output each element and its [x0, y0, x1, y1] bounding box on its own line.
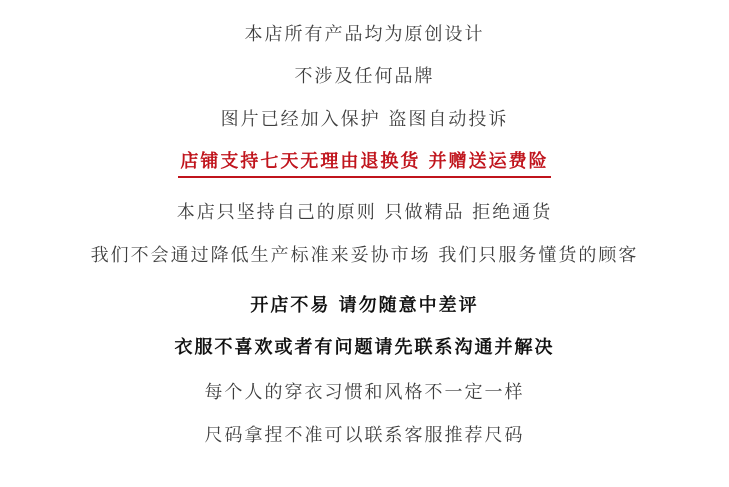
notice-line-no-negative-review: 开店不易 请勿随意中差评 — [250, 295, 479, 316]
notice-line-quality-principle: 本店只坚持自己的原则 只做精品 拒绝通货 — [176, 202, 553, 223]
return-policy-underline — [178, 176, 550, 178]
return-policy-text: 店铺支持七天无理由退换货 并赠送运费险 — [180, 151, 549, 172]
notice-line-no-brand: 不涉及任何品牌 — [294, 66, 435, 87]
notice-line-contact-first: 衣服不喜欢或者有问题请先联系沟通并解决 — [174, 337, 555, 358]
notice-line-style-difference: 每个人的穿衣习惯和风格不一定一样 — [204, 382, 525, 403]
notice-line-size-advice: 尺码拿捏不准可以联系客服推荐尺码 — [204, 425, 525, 446]
notice-line-return-policy — [0, 150, 729, 177]
return-policy-highlight — [180, 150, 548, 177]
notice-line-image-protection: 图片已经加入保护 盗图自动投诉 — [220, 109, 509, 130]
notice-line-market-standard: 我们不会通过降低生产标准来妥协市场 我们只服务懂货的顾客 — [90, 245, 639, 266]
notice-line-original-design: 本店所有产品均为原创设计 — [244, 24, 485, 45]
